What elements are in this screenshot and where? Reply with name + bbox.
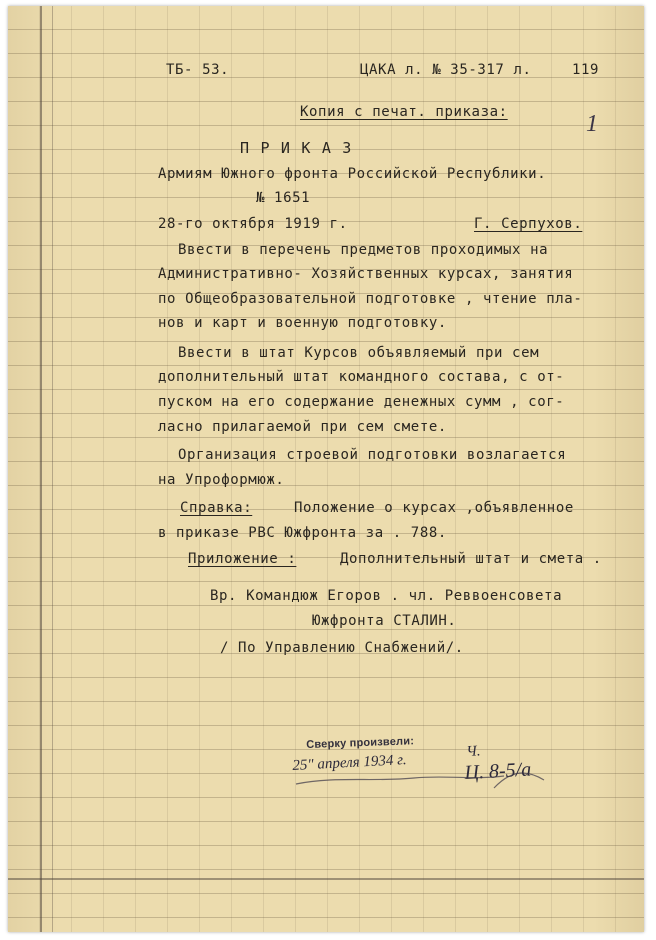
appendix-text: Дополнительный штат и смета .: [340, 551, 602, 567]
reference-label: Справка:: [180, 500, 253, 516]
document-code: ТБ- 53.: [166, 62, 230, 78]
body-line: по Общеобразовательной подготовке , чтение пла-: [158, 291, 583, 307]
bottom-rule: [8, 878, 644, 880]
stamp-signature-strokes: [294, 762, 554, 792]
archive-sheet-number: 1: [586, 111, 598, 137]
order-number: № 1651: [256, 190, 311, 206]
verifier-signature: Ц. 8-5/а: [464, 758, 532, 784]
left-margin-rule-inner: [52, 6, 53, 932]
body-line: нов и карт и военную подготовку.: [158, 315, 447, 331]
body-line: на Упроформюж.: [158, 472, 285, 488]
body-line: ласно прилагаемой при сем смете.: [158, 419, 447, 435]
appendix-label: Приложение :: [188, 551, 297, 567]
reference-text: Положение о курсах ,объявленное: [294, 500, 574, 516]
order-place: Г. Серпухов.: [474, 216, 583, 232]
order-title: П Р И К А З: [240, 139, 353, 157]
copy-note: Копия с печат. приказа:: [300, 104, 508, 120]
signature-line: Вр. Командюж Егоров . чл. Реввоенсовета: [210, 588, 563, 604]
document-page: [8, 6, 644, 932]
signature-line: Южфронта СТАЛИН.: [312, 613, 457, 629]
archive-reference: ЦАКА л. № 35-317 л.: [360, 62, 532, 78]
verification-date: 25" апреля 1934 г.: [292, 752, 407, 774]
body-line: Административно- Хозяйственных курсах, занятия: [158, 266, 574, 282]
left-margin-rule: [40, 6, 42, 932]
verification-initials: Ч.: [466, 743, 481, 760]
body-line: дополнительный штат командного состава, с от-: [158, 369, 565, 385]
verification-stamp: Сверку произвели:: [306, 735, 415, 751]
order-addressee: Армиям Южного фронта Российской Республики.: [158, 166, 547, 182]
page-number: 119: [572, 62, 600, 78]
body-line: Ввести в штат Курсов объявляемый при сем: [178, 345, 540, 361]
body-line: Организация строевой подготовки возлагается: [178, 447, 567, 463]
distribution-line: / По Управлению Снабжений/.: [220, 640, 464, 656]
reference-text-cont: в приказе РВС Южфронта за . 788.: [158, 525, 447, 541]
body-line: пуском на его содержание денежных сумм , сог-: [158, 394, 565, 410]
order-date: 28-го октября 1919 г.: [158, 216, 348, 232]
body-line: Ввести в перечень предметов проходимых на: [178, 242, 549, 258]
